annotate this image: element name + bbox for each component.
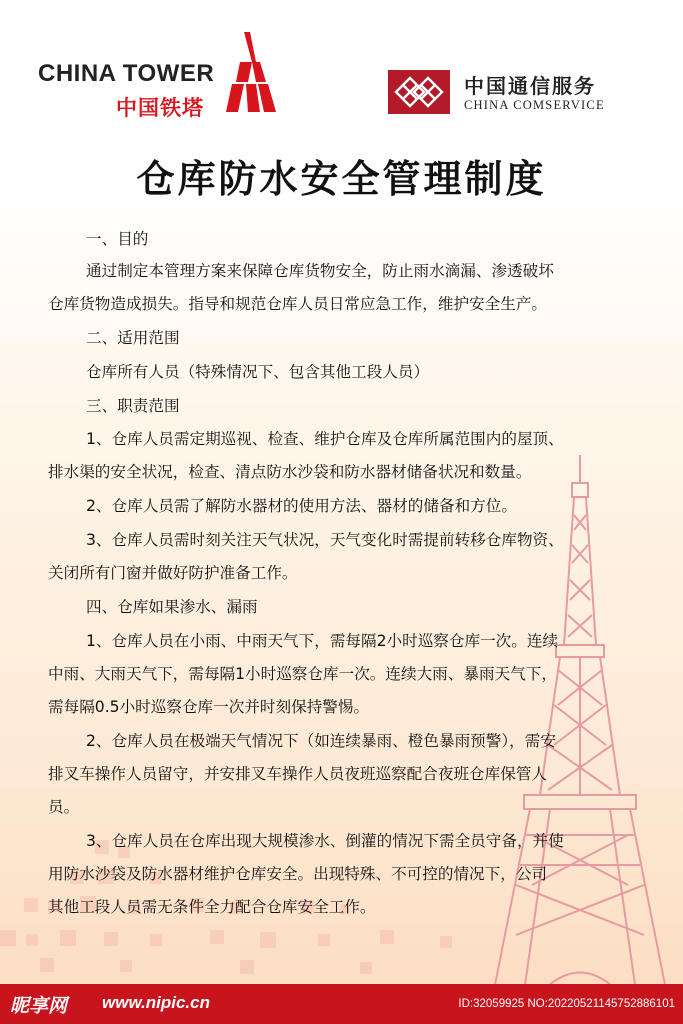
leak-1-line-3: 需每隔0.5小时巡察仓库一次并时刻保持警惕。 <box>48 698 370 716</box>
leak-3-line-2: 用防水沙袋及防水器材维护仓库安全。出现特殊、不可控的情况下，公司 <box>48 865 548 883</box>
leak-1-line-1: 1、仓库人员在小雨、中雨天气下，需每隔2小时巡察仓库一次。连续 <box>86 632 559 650</box>
duty-2-line: 2、仓库人员需了解防水器材的使用方法、器材的储备和方位。 <box>86 497 517 515</box>
china-comservice-english: CHINA COMSERVICE <box>464 98 605 112</box>
leak-1-line-2: 中雨、大雨天气下，需每隔1小时巡察仓库一次。连续大雨、暴雨天气下， <box>48 665 557 683</box>
watermark-brand: 昵享网 <box>10 995 68 1017</box>
section-heading-purpose: 一、目的 <box>86 230 149 248</box>
china-comservice-mark-icon <box>388 70 450 114</box>
purpose-line-2: 仓库货物造成损失。指导和规范仓库人员日常应急工作，维护安全生产。 <box>48 295 548 313</box>
china-tower-mark-icon <box>226 32 276 116</box>
leak-2-line-3: 员。 <box>48 798 80 816</box>
china-tower-logo <box>38 30 278 120</box>
section-heading-scope: 二、适用范围 <box>86 329 180 347</box>
watermark-bar <box>0 984 683 1024</box>
page-title: 仓库防水安全管理制度 <box>136 157 547 201</box>
china-tower-chinese: 中国铁塔 <box>116 96 204 120</box>
leak-3-line-3: 其他工段人员需无条件全力配合仓库安全工作。 <box>48 898 376 916</box>
scope-line: 仓库所有人员（特殊情况下、包含其他工段人员） <box>86 363 430 381</box>
leak-3-line-1: 3、仓库人员在仓库出现大规模渗水、倒灌的情况下需全员守备，并使 <box>86 832 564 850</box>
purpose-line-1: 通过制定本管理方案来保障仓库货物安全，防止雨水滴漏、渗透破坏 <box>86 262 554 280</box>
section-heading-duties: 三、职责范围 <box>86 397 180 415</box>
watermark-url: www.nipic.cn <box>102 993 210 1012</box>
leak-2-line-1: 2、仓库人员在极端天气情况下（如连续暴雨、橙色暴雨预警），需安 <box>86 732 556 750</box>
leak-2-line-2: 排叉车操作人员留守，并安排叉车操作人员夜班巡察配合夜班仓库保管人 <box>48 765 548 783</box>
china-tower-english: CHINA TOWER <box>38 60 215 87</box>
section-heading-leak: 四、仓库如果渗水、漏雨 <box>86 598 258 616</box>
duty-3-line-1: 3、仓库人员需时刻关注天气状况，天气变化时需提前转移仓库物资、 <box>86 531 564 549</box>
duty-1-line-2: 排水渠的安全状况，检查、清点防水沙袋和防水器材储备状况和数量。 <box>48 463 532 481</box>
duty-1-line-1: 1、仓库人员需定期巡视、检查、维护仓库及仓库所属范围内的屋顶、 <box>86 430 564 448</box>
china-comservice-chinese: 中国通信服务 <box>464 74 596 98</box>
china-comservice-logo <box>388 70 658 120</box>
duty-3-line-2: 关闭所有门窗并做好防护准备工作。 <box>48 564 298 582</box>
watermark-id: ID:32059925 NO:20220521145752886101 <box>458 998 675 1010</box>
